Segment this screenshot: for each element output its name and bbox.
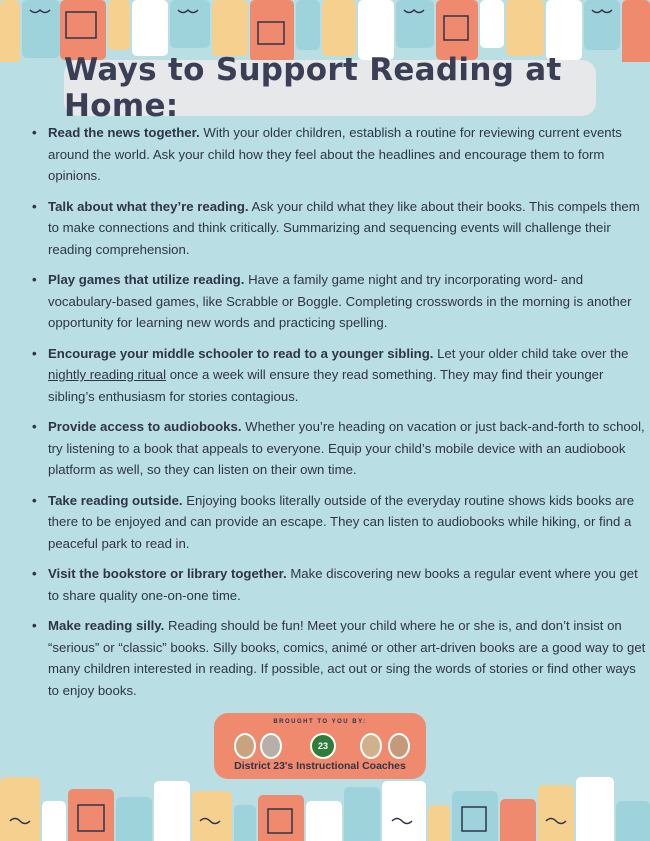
list-item bbox=[48, 490, 646, 555]
tip-text: Have a family game night and try incorporating word- and vocabulary-based games, like Scrabble or Boggle. Completing crosswords in the morning is another opportunity for learning new words and practicing spelling. bbox=[48, 272, 632, 330]
tip-text: Whether you’re heading on vacation or just back-and-forth to school, try listening to a book that appeals to everyone. Equip your child’s mobile device with an audiobook platform as well, so they can listen on their own time. bbox=[48, 419, 645, 477]
bottom-book-border bbox=[0, 771, 650, 841]
tip-text: Let your older child take over the bbox=[433, 345, 629, 361]
tip-lead: Talk about what they’re reading. bbox=[48, 198, 249, 214]
list-item bbox=[48, 269, 646, 334]
tip-lead: Encourage your middle schooler to read to a younger sibling. bbox=[48, 345, 434, 361]
title-banner bbox=[64, 52, 596, 124]
list-item bbox=[48, 563, 646, 606]
tip-text: Ask your child what they like about their books. This compels them to make connections and think critically. Summarizing and sequencing events will challenge their reading comprehension. bbox=[48, 198, 640, 257]
tip-text: Enjoying books literally outside of the everyday routine shows kids books are there to be enjoyed and can provide an escape. They can listen to audiobooks while hiking, or find a peaceful park to read in. bbox=[48, 492, 635, 551]
page-title: Ways to Support Reading at Home: bbox=[64, 52, 562, 124]
list-item bbox=[48, 615, 646, 701]
coaches-name: District 23's Instructional Coaches bbox=[234, 760, 406, 772]
coaches-badge bbox=[214, 713, 426, 779]
tip-lead: Provide access to audiobooks. bbox=[48, 419, 242, 434]
tip-text: With your older children, establish a routine for reviewing current events around the world. Ask your child how they feel about the headlines and encourage them to form opinions. bbox=[48, 125, 622, 183]
tip-text: Reading should be fun! Meet your child where he or she is, and don’t insist on “serious” or “classic” books. Silly books, comics, animé or other art-driven books are a good way to get many children interested in reading. If possible, act out or sing the words of stories or find other ways to enjoy books. bbox=[48, 618, 646, 698]
tip-lead: Read the news together. bbox=[48, 125, 200, 140]
tip-lead: Play games that utilize reading. bbox=[48, 272, 245, 287]
brought-to-you-label: BROUGHT TO YOU BY: bbox=[273, 719, 367, 725]
list-item bbox=[48, 343, 646, 408]
nightly-reading-ritual-link[interactable]: nightly reading ritual bbox=[48, 367, 167, 382]
avatar bbox=[388, 733, 410, 759]
tip-text: Make discovering new books a regular event where you get to share quality one-on-one time. bbox=[48, 566, 638, 603]
avatar bbox=[234, 733, 256, 759]
avatar bbox=[360, 733, 382, 759]
list-item bbox=[48, 196, 646, 261]
avatar bbox=[260, 733, 282, 759]
list-item bbox=[48, 122, 646, 187]
list-item bbox=[48, 416, 646, 481]
tip-text: once a week will ensure they read something. They may find their younger sibling’s enthusiasm for stories contagious. bbox=[48, 367, 604, 404]
tip-lead: Take reading outside. bbox=[48, 492, 183, 508]
district-logo: 23 bbox=[310, 733, 336, 759]
tip-lead: Make reading silly. bbox=[48, 618, 165, 633]
tips-list bbox=[30, 122, 646, 710]
tip-lead: Visit the bookstore or library together. bbox=[48, 566, 287, 581]
